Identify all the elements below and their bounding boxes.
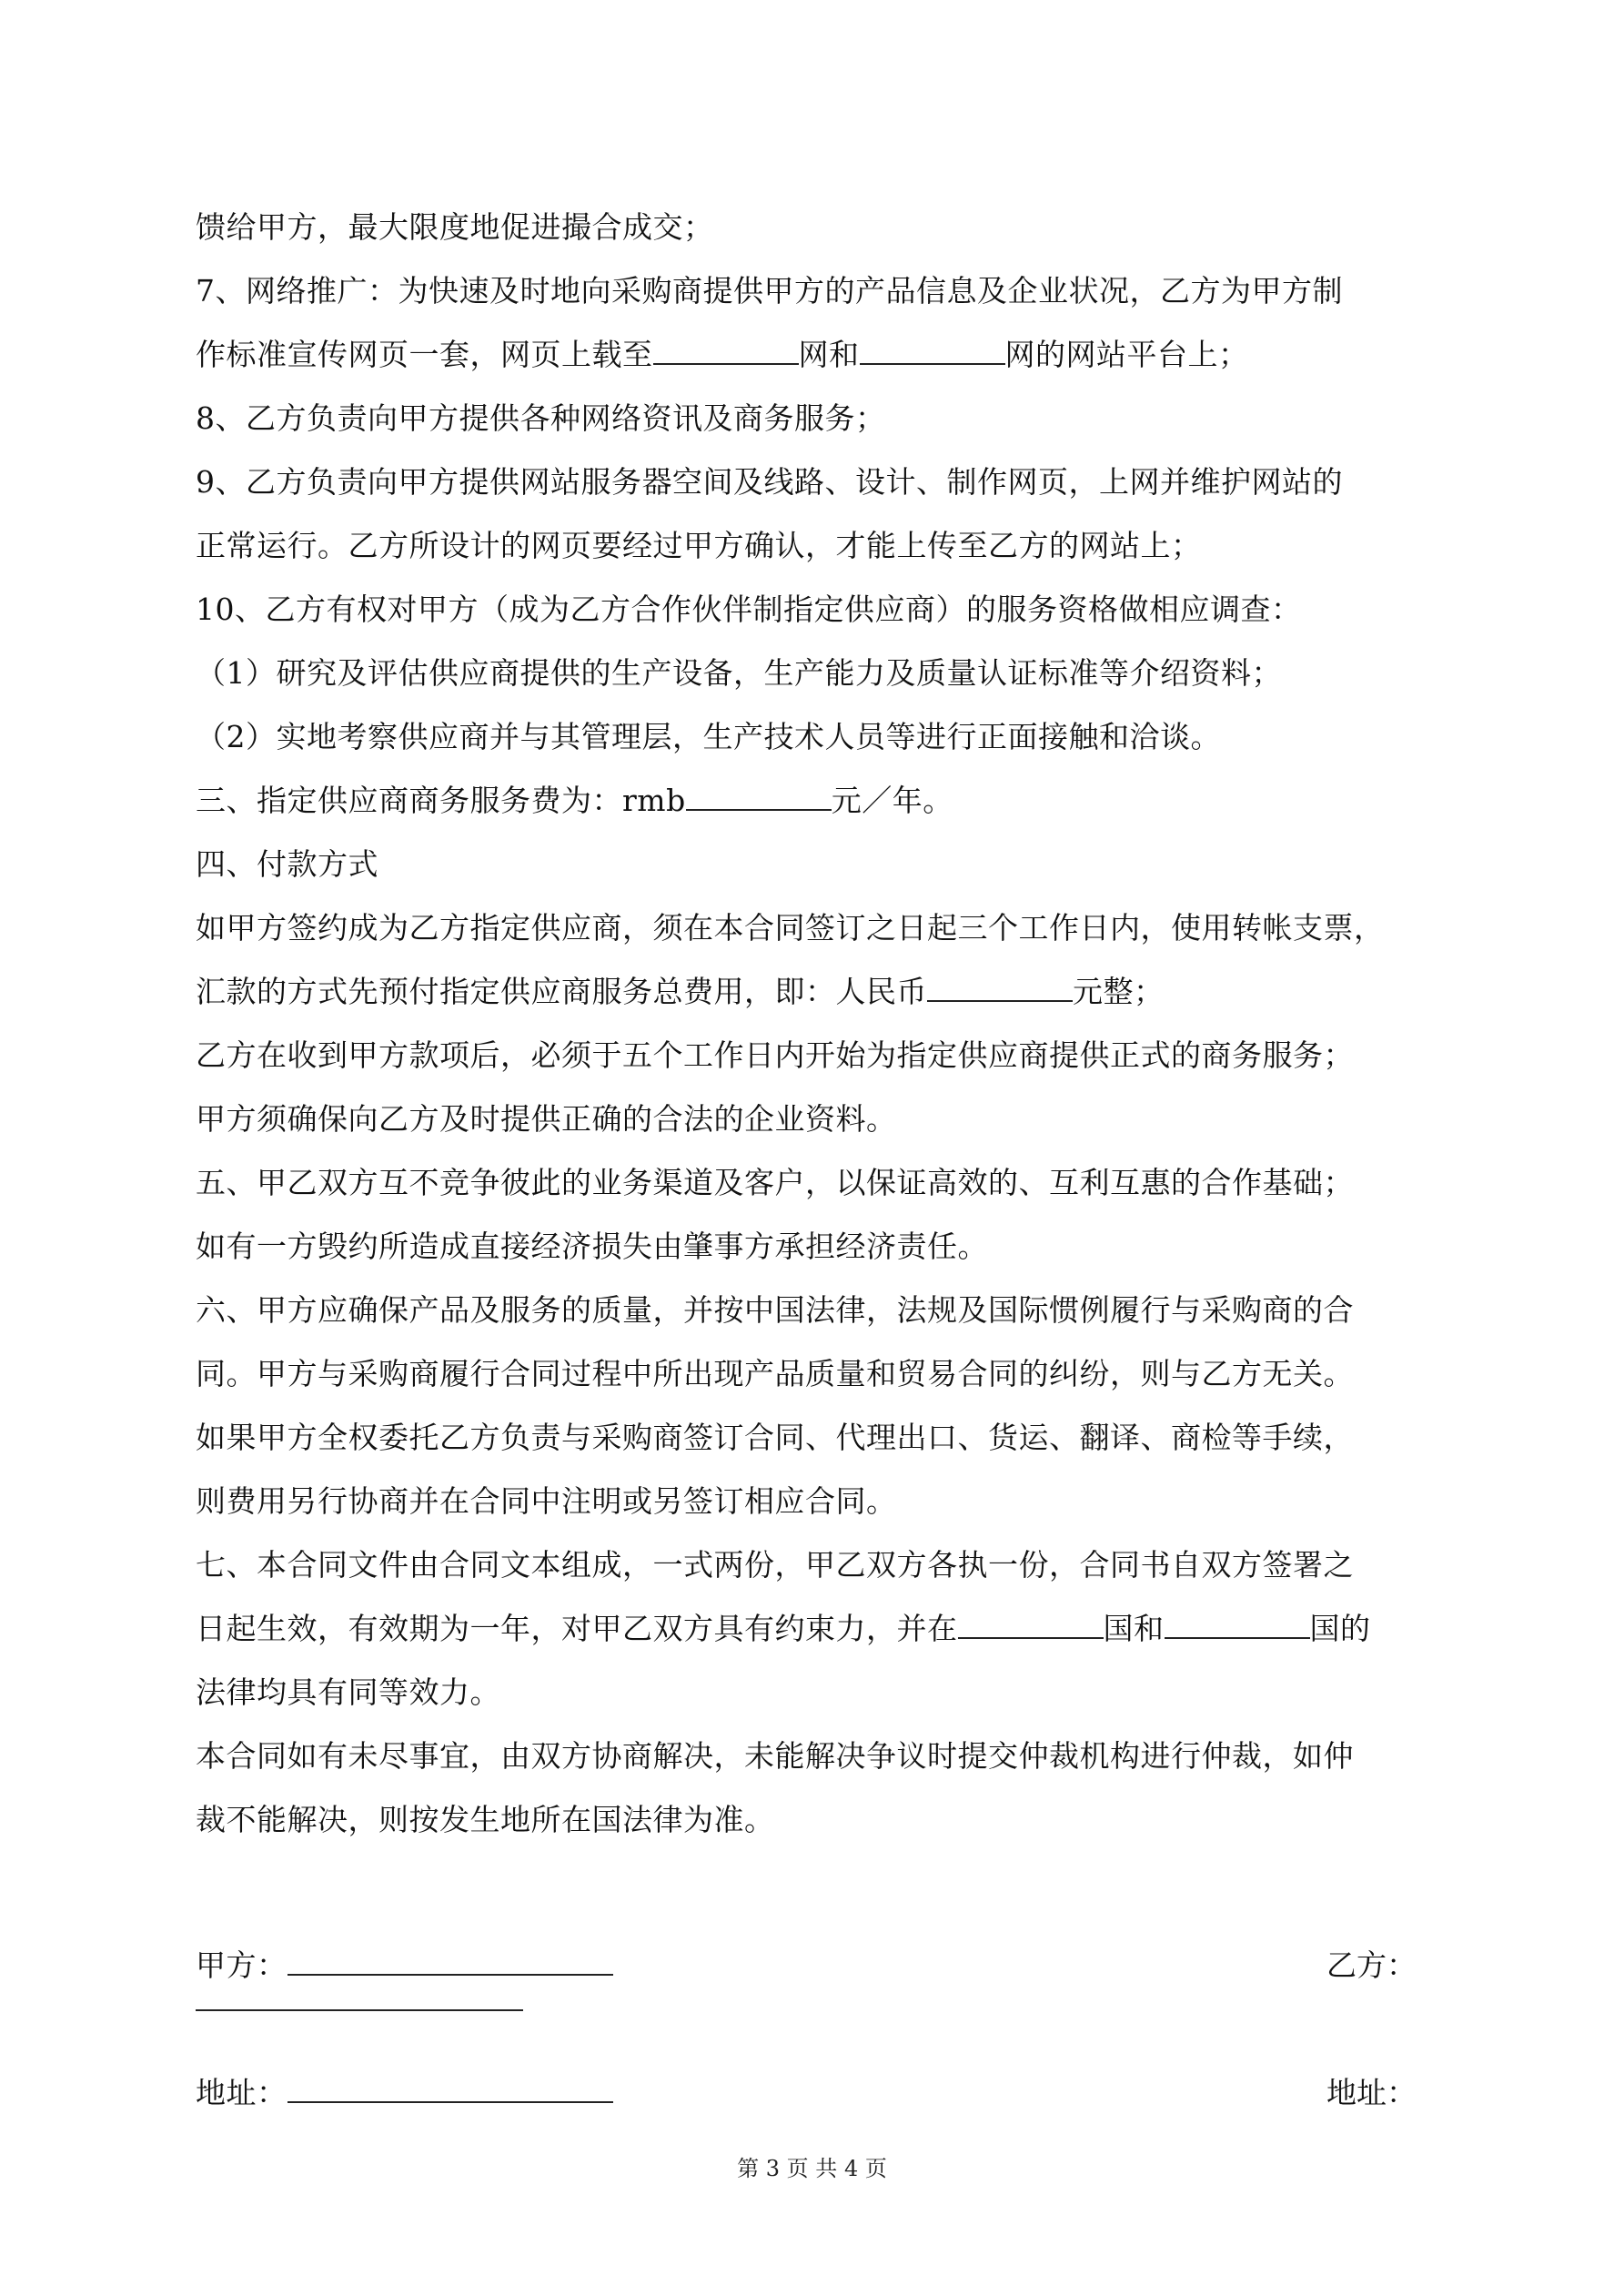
party-a-signature-line [287,1947,613,1976]
paragraph-line [196,908,1385,948]
fill-blank [653,336,799,365]
text: 国的 [1309,1611,1371,1646]
paragraph-line [196,717,1221,757]
paragraph-line [196,1290,1354,1330]
text: 五、甲乙双方互不竞争彼此的业务渠道及客户，以保证高效的、互利互惠的合作基础； [196,1165,1354,1200]
fill-blank [1165,1610,1310,1639]
paragraph-line [196,1482,897,1522]
party-a-address [196,2073,613,2113]
paragraph-line [196,1227,988,1267]
paragraph-line [196,1036,1354,1076]
text: 作标准宣传网页一套，网页上载至 [196,337,653,372]
page-number: 第 3 页 共 4 页 [737,2156,887,2181]
text: 9、乙方负责向甲方提供网站服务器空间及线路、设计、制作网页，上网并维护网站的 [196,464,1343,500]
text: 7、网络推广：为快速及时地向采购商提供甲方的产品信息及企业状况，乙方为甲方制 [196,273,1343,308]
paragraph-line [196,653,1282,693]
text: 日起生效，有效期为一年，对甲乙双方具有约束力，并在 [196,1611,958,1646]
paragraph-line [196,462,1343,502]
paragraph-line [196,335,1249,375]
text: 本合同如有未尽事宜，由双方协商解决，未能解决争议时提交仲裁机构进行仲裁，如仲 [196,1738,1354,1774]
text: 8、乙方负责向甲方提供各种网络资讯及商务服务； [196,400,886,436]
text: 乙方： [1326,1947,1417,1983]
text: 元整； [1073,974,1165,1009]
fill-blank [686,782,832,811]
paragraph-line [196,1099,897,1139]
paragraph-line [196,271,1343,311]
text: 网的网站平台上； [1004,337,1249,372]
paragraph-line [196,526,1202,566]
text: 甲方须确保向乙方及时提供正确的合法的企业资料。 [196,1101,897,1137]
address-a-label: 地址： [196,2075,287,2110]
text: 汇款的方式先预付指定供应商服务总费用，即：人民币 [196,974,927,1009]
party-a-signature [196,1946,613,1986]
text: 地址： [1326,2075,1417,2110]
text: 10、乙方有权对甲方（成为乙方合作伙伴制指定供应商）的服务资格做相应调查： [196,592,1302,627]
paragraph-line [196,590,1302,630]
text: 裁不能解决，则按发生地所在国法律为准。 [196,1802,775,1837]
paragraph-line [196,1736,1354,1776]
text: 国和 [1103,1611,1165,1646]
paragraph-line [196,1545,1354,1585]
text: 馈给甲方，最大限度地促进撮合成交； [196,209,714,245]
page-footer [0,2155,1624,2182]
paragraph-line [196,399,886,439]
text: 则费用另行协商并在合同中注明或另签订相应合同。 [196,1483,897,1519]
paragraph-line [196,1800,775,1840]
section-heading [196,845,378,885]
text: 同。甲方与采购商履行合同过程中所出现产品质量和贸易合同的纠纷，则与乙方无关。 [196,1356,1354,1391]
paragraph-line [196,207,714,248]
paragraph-line [196,1609,1371,1649]
paragraph-line [196,972,1165,1012]
text: 七、本合同文件由合同文本组成，一式两份，甲乙双方各执一份，合同书自双方签署之 [196,1547,1354,1583]
text: 法律均具有同等效力。 [196,1674,500,1710]
text: 网和 [798,337,860,372]
text: 乙方在收到甲方款项后，必须于五个工作日内开始为指定供应商提供正式的商务服务； [196,1037,1354,1073]
paragraph-line [196,1673,500,1713]
party-b-signature-line [196,2009,523,2011]
text: 四、付款方式 [196,846,378,882]
party-b-label [1326,1946,1417,1986]
text: 三、指定供应商商务服务费为：rmb [196,783,686,818]
party-a-label: 甲方： [196,1947,287,1983]
address-a-line [287,2074,613,2103]
text: （2）实地考察供应商并与其管理层，生产技术人员等进行正面接触和洽谈。 [196,719,1221,754]
paragraph-line [196,1418,1354,1458]
party-b-address-label [1326,2073,1417,2113]
fill-blank [860,336,1005,365]
text: （1）研究及评估供应商提供的生产设备，生产能力及质量认证标准等介绍资料； [196,655,1282,691]
text: 元／年。 [831,783,953,818]
fill-blank [927,973,1073,1002]
text: 如果甲方全权委托乙方负责与采购商签订合同、代理出口、货运、翻译、商检等手续， [196,1420,1354,1455]
paragraph-line [196,781,953,821]
paragraph-line [196,1354,1354,1394]
text: 正常运行。乙方所设计的网页要经过甲方确认，才能上传至乙方的网站上； [196,528,1202,563]
paragraph-line [196,1163,1354,1203]
fill-blank [958,1610,1104,1639]
text: 如有一方毁约所造成直接经济损失由肇事方承担经济责任。 [196,1229,988,1264]
text: 六、甲方应确保产品及服务的质量，并按中国法律，法规及国际惯例履行与采购商的合 [196,1292,1354,1328]
text: 如甲方签约成为乙方指定供应商，须在本合同签订之日起三个工作日内，使用转帐支票， [196,910,1385,946]
